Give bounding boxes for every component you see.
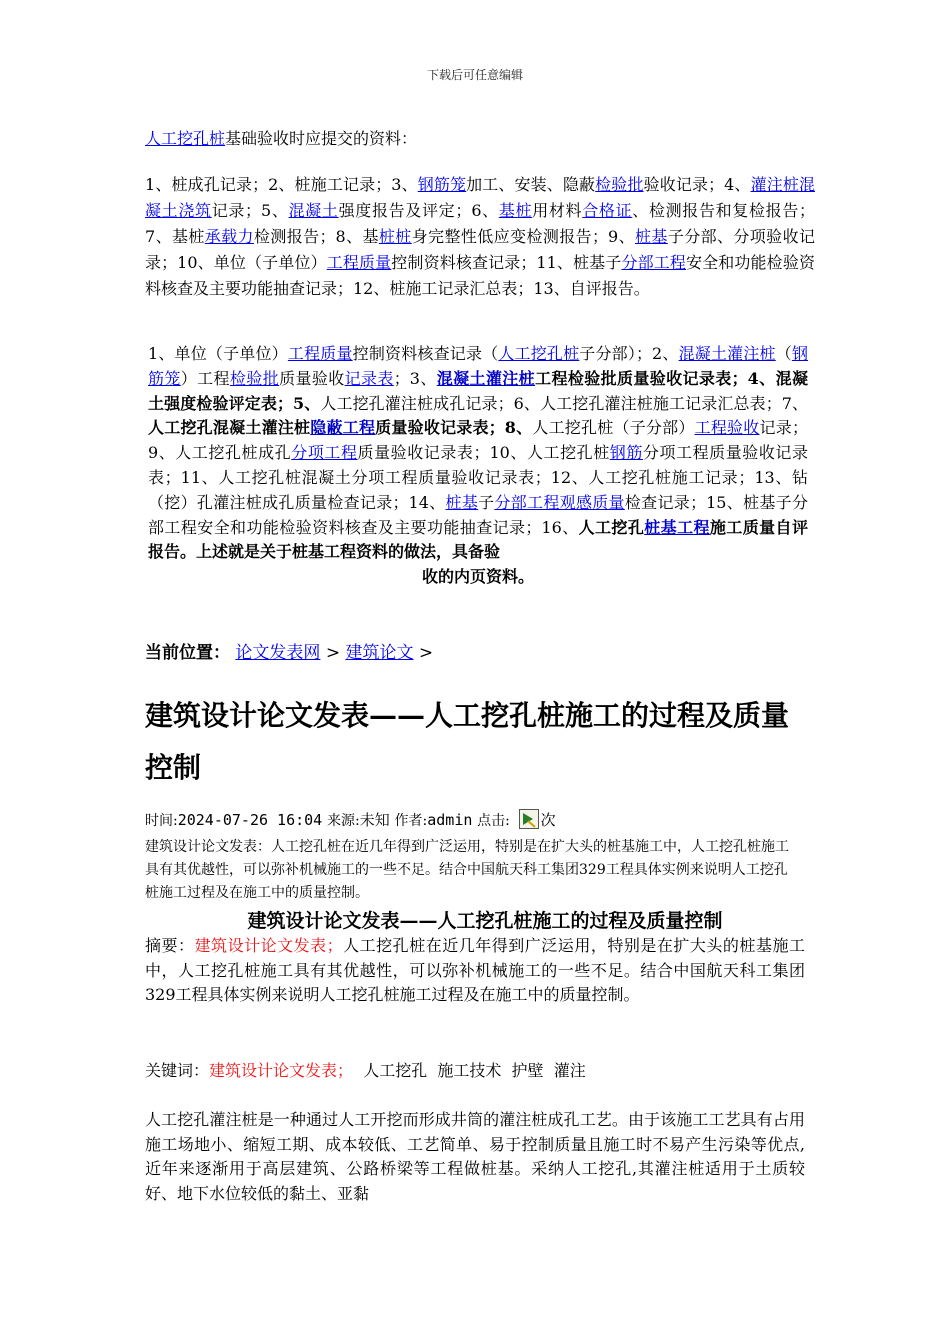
text-run: 记录；9、人工挖孔桩成孔 — [148, 418, 808, 463]
breadcrumb-separator: > — [418, 643, 434, 663]
text-run: 检测报告；8、基 — [253, 227, 379, 246]
keywords-tag: 建筑设计论文发表； — [209, 1061, 354, 1080]
inline-link[interactable]: 隐蔽工程 — [310, 418, 376, 438]
breadcrumb-home-link[interactable]: 论文发表网 — [235, 643, 321, 663]
inline-link[interactable]: 混凝土灌注桩 — [678, 344, 776, 363]
article-subtitle: 建筑设计论文发表——人工挖孔桩施工的过程及质量控制 — [247, 910, 723, 932]
text-run: （ — [775, 344, 792, 363]
text-run: 子分部、分项验收记录；10、单位（子单位） — [145, 227, 815, 272]
text-run: 子 — [478, 492, 495, 512]
inline-link[interactable]: 混凝土灌注桩 — [436, 368, 536, 388]
inline-link[interactable]: 承载力 — [204, 227, 254, 246]
inline-link[interactable]: 钢筋笼 — [148, 344, 808, 388]
breadcrumb-label: 当前位置： — [145, 643, 230, 663]
text-run: 用材料 — [532, 201, 583, 220]
abstract-tag: 建筑设计论文发表； — [194, 936, 343, 955]
keywords — [145, 1058, 586, 1084]
article-body: 人工挖孔灌注桩是一种通过人工开挖而形成井筒的灌注桩成孔工艺。由于该施工工艺具有占用施工场地小、缩短工期、成本较低、工艺简单、易于控制质量且施工时不易产生污染等优点,近年来逐渐用于高层建筑、公路桥梁等工程做桩基。采纳人工挖孔,其灌注桩适用于土质较好、地下水位较低的黏土、亚黏 — [145, 1110, 805, 1203]
text-run: 1、桩成孔记录；2、桩施工记录；3、 — [145, 175, 418, 194]
text-run: 人工挖孔灌注桩成孔记录；6、人工挖孔灌注桩施工记录汇总表；7、 — [320, 393, 808, 413]
text-run: 强度报告及评定；6、 — [338, 201, 499, 220]
inline-link[interactable]: 桩基 — [445, 492, 479, 512]
clicks-unit: 次 — [540, 811, 556, 829]
bold-text: 人工挖孔混凝土灌注桩 — [148, 418, 311, 438]
source-label: 来源: — [327, 813, 360, 829]
inline-link[interactable]: 桩桩 — [378, 227, 412, 246]
breadcrumb-separator: > — [325, 643, 341, 663]
inline-link[interactable]: 记录表 — [344, 368, 394, 388]
inline-link[interactable]: 钢筋 — [609, 443, 643, 463]
source-value: 未知 — [359, 811, 390, 829]
keywords-label: 关键词： — [145, 1061, 210, 1080]
text-run: 记录；5、 — [211, 201, 289, 220]
text-run: 人工挖孔桩（子分部） — [532, 418, 695, 438]
inline-link[interactable]: 人工挖孔桩 — [498, 344, 580, 363]
abstract-label: 摘要： — [145, 936, 195, 955]
text-run: 安全和功能检验资料核查及主要功能抽查记录；12、桩施工记录汇总表；13、自评报告。 — [145, 253, 815, 298]
text-run: 控制资料核查记录（ — [352, 344, 499, 363]
article-summary: 建筑设计论文发表：人工挖孔桩在近几年得到广泛运用，特别是在扩大头的桩基施工中，人工挖孔桩施工具有其优越性，可以弥补机械施工的一些不足。结合中国航天科工集团329工程具体实例来说明人工挖孔桩施工过程及在施工中的质量控制。 — [145, 839, 789, 901]
inline-link[interactable]: 工程验收 — [694, 418, 760, 438]
inline-link[interactable]: 混凝土 — [288, 201, 339, 220]
bold-text: 施工质量自评报告。上述就是关于桩基工程资料的做法，具备验 — [148, 517, 808, 562]
article-meta — [145, 808, 556, 833]
abstract-text: 人工挖孔桩在近几年得到广泛运用，特别是在扩大头的桩基施工中，人工挖孔桩施工具有其优越性，可以弥补机械施工的一些不足。结合中国航天科工集团329工程具体实例来说明人工挖孔桩施工过程及在施工中的质量控制。 — [145, 936, 805, 1005]
text-run: 身完整性低应变检测报告；9、 — [411, 227, 636, 246]
text-run: 子分部）；2、 — [579, 344, 679, 363]
list2-last-line: 收的内页资料。 — [421, 567, 534, 587]
text-run: ；3、 — [393, 368, 437, 388]
inline-link[interactable]: 分部工程观感质量 — [494, 492, 625, 512]
text-run: 1、单位（子单位） — [148, 344, 288, 363]
inline-link[interactable]: 工程质量 — [326, 253, 392, 272]
text-run: 分项工程质量验收记录表；11、人工挖孔桩混凝土分项工程质量验收记录表；12、人工挖孔桩施工记录；13、钻（挖）孔灌注桩成孔质量检查记录；14、 — [148, 443, 808, 512]
article-title: 建筑设计论文发表——人工挖孔桩施工的过程及质量控制 — [145, 699, 790, 784]
text-run: 验收记录；4、 — [643, 175, 751, 194]
inline-link[interactable]: 工程质量 — [287, 344, 353, 363]
inline-link[interactable]: 分项工程 — [291, 443, 358, 463]
inline-link[interactable]: 桩基工程 — [644, 517, 710, 537]
time-value: 2024-07-26 16:04 — [177, 811, 323, 829]
text-run: ）工程 — [180, 368, 230, 388]
document-list-1 — [145, 172, 815, 302]
text-run: 、检测报告和复检报告；7、基桩 — [145, 201, 815, 246]
text-run: 控制资料核查记录；11、桩基子 — [391, 253, 622, 272]
bold-text: 工程检验批质量验收记录表；4、混凝土强度检验评定表；5、 — [148, 368, 808, 413]
time-label: 时间: — [145, 813, 178, 829]
keywords-text: 人工挖孔 施工技术 护壁 灌注 — [363, 1061, 586, 1080]
document-list-2 — [148, 342, 808, 590]
bold-text: 人工挖孔 — [578, 517, 645, 537]
clicks-label: 点击: — [477, 813, 510, 829]
text-run: 加工、安装、隐蔽 — [466, 175, 596, 194]
bold-text: 质量验收记录表；8、 — [375, 418, 533, 438]
counter-icon — [519, 809, 539, 829]
inline-link[interactable]: 灌注桩混凝土浇筑 — [145, 175, 815, 220]
intro-text: 基础验收时应提交的资料： — [225, 129, 418, 148]
text-run: 质量验收 — [279, 368, 345, 388]
text-run: 质量验收记录表；10、人工挖孔桩 — [357, 443, 610, 463]
author-value: admin — [427, 811, 473, 829]
inline-link[interactable]: 检验批 — [595, 175, 644, 194]
breadcrumb-category-link[interactable]: 建筑论文 — [345, 643, 414, 663]
breadcrumb — [145, 640, 433, 666]
author-label: 作者: — [394, 813, 428, 829]
inline-link[interactable]: 基桩 — [498, 201, 533, 220]
page-header-note: 下载后可任意编辑 — [426, 68, 523, 82]
inline-link[interactable]: 桩基 — [635, 227, 668, 246]
inline-link[interactable]: 分部工程 — [621, 253, 686, 272]
text-run: 检查记录；15、桩基子分部工程安全和功能检验资料核查及主要功能抽查记录；16、 — [148, 492, 808, 537]
inline-link[interactable]: 检验批 — [229, 368, 280, 388]
abstract — [145, 934, 805, 1008]
inline-link[interactable]: 合格证 — [582, 201, 633, 220]
intro-link[interactable]: 人工挖孔桩 — [145, 129, 226, 148]
intro-paragraph — [145, 126, 815, 152]
inline-link[interactable]: 钢筋笼 — [417, 175, 467, 194]
